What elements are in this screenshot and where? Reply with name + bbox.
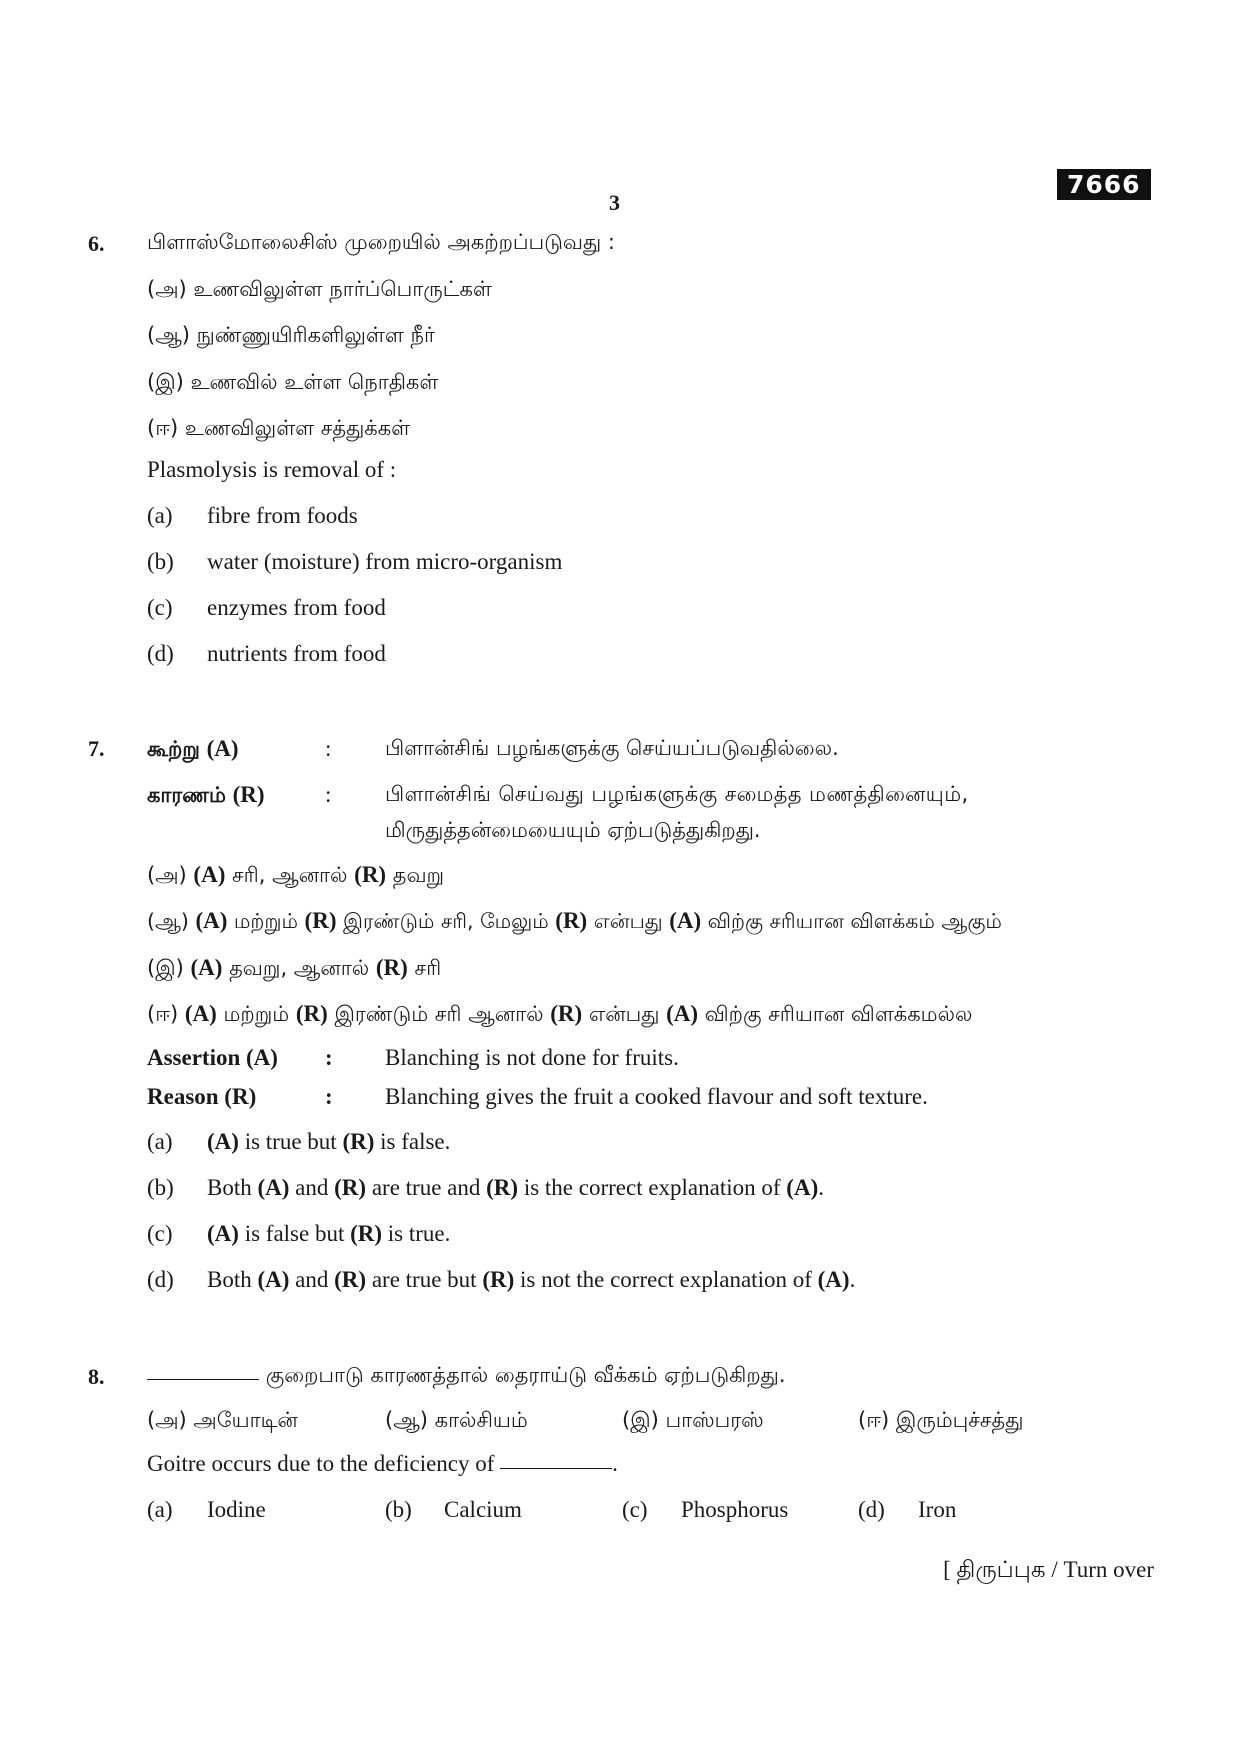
option-tamil: (இ) (A) தவறு, ஆனால் (R) சரி bbox=[147, 955, 442, 980]
option-tamil: (அ) அயோடின் bbox=[147, 1408, 298, 1432]
option-label: (b) bbox=[147, 549, 174, 574]
option-tamil: (ஆ) (A) மற்றும் (R) இரண்டும் சரி, மேலும் (R) என்பது (A) விற்கு சரியான விளக்கம் ஆகும் bbox=[147, 908, 1002, 933]
option-text: fibre from foods bbox=[207, 503, 358, 528]
option-tamil: (இ) உணவில் உள்ள நொதிகள் bbox=[147, 370, 439, 394]
paper-code-badge: 7666 bbox=[1057, 169, 1151, 200]
assertion-tamil: பிளான்சிங் பழங்களுக்கு செய்யப்படுவதில்லை. bbox=[385, 736, 839, 760]
turn-over-note: [ திருப்புக / Turn over bbox=[943, 1557, 1154, 1582]
page-number: 3 bbox=[609, 190, 620, 215]
reason-english: Blanching gives the fruit a cooked flavour and soft texture. bbox=[385, 1084, 928, 1109]
option-text: water (moisture) from micro-organism bbox=[207, 549, 563, 574]
colon: : bbox=[325, 1084, 333, 1109]
option-label: (b) bbox=[385, 1497, 412, 1522]
option-label: (c) bbox=[147, 1221, 173, 1246]
question-number: 6. bbox=[88, 231, 105, 256]
option-label: (a) bbox=[147, 503, 173, 528]
option-label: (d) bbox=[147, 1267, 174, 1292]
option-tamil: (ஆ) நுண்ணுயிரிகளிலுள்ள நீர் bbox=[147, 323, 435, 347]
option-text: Both (A) and (R) are true but (R) is not the correct explanation of (A). bbox=[207, 1267, 856, 1292]
reason-tamil-line2: மிருதுத்தன்மையையும் ஏற்படுத்துகிறது. bbox=[385, 818, 761, 842]
assertion-english: Blanching is not done for fruits. bbox=[385, 1045, 679, 1070]
reason-label-english: Reason (R) bbox=[147, 1084, 257, 1109]
option-tamil: (அ) (A) சரி, ஆனால் (R) தவறு bbox=[147, 862, 445, 887]
answer-blank bbox=[500, 1467, 612, 1469]
option-label: (b) bbox=[147, 1175, 174, 1200]
assertion-label-english: Assertion (A) bbox=[147, 1045, 278, 1070]
option-label: (c) bbox=[147, 595, 173, 620]
option-tamil: (ஈ) உணவிலுள்ள சத்துக்கள் bbox=[147, 416, 411, 440]
option-text: Both (A) and (R) are true and (R) is the correct explanation of (A). bbox=[207, 1175, 824, 1200]
colon: : bbox=[325, 782, 332, 807]
option-tamil: (இ) பாஸ்பரஸ் bbox=[622, 1408, 764, 1432]
question-number: 8. bbox=[88, 1364, 105, 1389]
option-label: (a) bbox=[147, 1497, 173, 1522]
question-number: 7. bbox=[88, 736, 105, 761]
option-text: Iron bbox=[918, 1497, 957, 1522]
option-text: Phosphorus bbox=[681, 1497, 789, 1522]
option-label: (d) bbox=[858, 1497, 885, 1522]
option-text: (A) is false but (R) is true. bbox=[207, 1221, 451, 1246]
option-label: (a) bbox=[147, 1129, 173, 1154]
question-stem-english: Goitre occurs due to the deficiency of . bbox=[147, 1451, 618, 1476]
colon: : bbox=[325, 1045, 333, 1070]
option-tamil: (ஈ) இரும்புச்சத்து bbox=[858, 1408, 1024, 1432]
option-tamil: (ஈ) (A) மற்றும் (R) இரண்டும் சரி ஆனால் (R) என்பது (A) விற்கு சரியான விளக்கமல்ல bbox=[147, 1001, 973, 1026]
option-tamil: (ஆ) கால்சியம் bbox=[385, 1408, 528, 1432]
question-stem-english: Plasmolysis is removal of : bbox=[147, 457, 397, 482]
question-stem-tamil: பிளாஸ்மோலைசிஸ் முறையில் அகற்றப்படுவது : bbox=[147, 230, 615, 254]
question-stem-tamil: குறைபாடு காரணத்தால் தைராய்டு வீக்கம் ஏற்படுகிறது. bbox=[147, 1363, 786, 1390]
reason-label-tamil: காரணம் (R) bbox=[147, 782, 265, 807]
reason-tamil-line1: பிளான்சிங் செய்வது பழங்களுக்கு சமைத்த மணத்தினையும், bbox=[385, 782, 969, 806]
colon: : bbox=[325, 736, 332, 761]
option-text: Iodine bbox=[207, 1497, 266, 1522]
option-text: nutrients from food bbox=[207, 641, 386, 666]
option-text: Calcium bbox=[444, 1497, 522, 1522]
answer-blank bbox=[147, 1378, 259, 1380]
assertion-label-tamil: கூற்று (A) bbox=[147, 736, 239, 761]
option-label: (d) bbox=[147, 641, 174, 666]
option-text: enzymes from food bbox=[207, 595, 386, 620]
option-label: (c) bbox=[622, 1497, 648, 1522]
option-tamil: (அ) உணவிலுள்ள நார்ப்பொருட்கள் bbox=[147, 277, 492, 301]
option-text: (A) is true but (R) is false. bbox=[207, 1129, 451, 1154]
